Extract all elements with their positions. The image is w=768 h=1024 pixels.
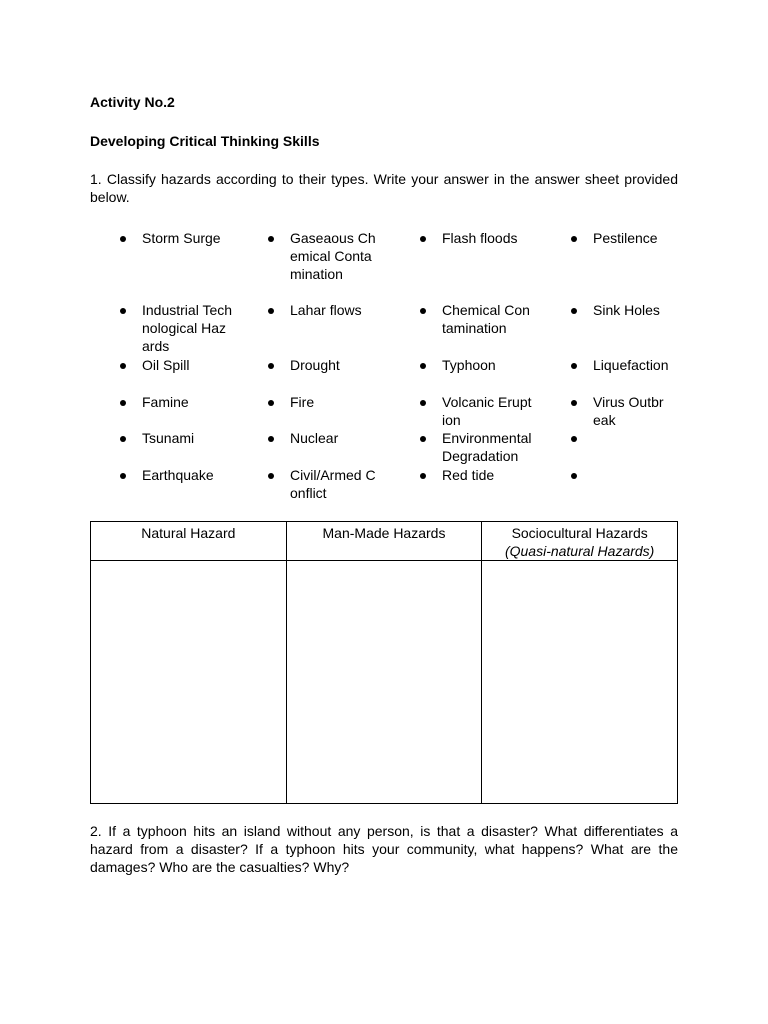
bullet-icon — [120, 236, 126, 242]
header-sociocultural-subtitle: (Quasi-natural Hazards) — [504, 543, 655, 559]
bullet-icon — [120, 363, 126, 369]
hazard-item: Pestilence — [593, 230, 658, 246]
hazard-item: Environmental Degradation — [442, 430, 532, 464]
bullet-icon — [571, 363, 577, 369]
header-sociocultural-label: Sociocultural Hazards — [511, 525, 648, 541]
hazard-item: Red tide — [442, 467, 495, 483]
answer-table-header-row — [91, 522, 678, 561]
hazard-item: Flash floods — [442, 230, 518, 246]
header-sociocultural-hazards — [482, 522, 678, 561]
answer-cell-sociocultural[interactable] — [482, 561, 678, 804]
bullet-icon — [120, 473, 126, 479]
hazard-item: Volcanic Eruption — [442, 394, 532, 428]
answer-table-body-row — [91, 561, 678, 804]
bullet-icon — [420, 436, 426, 442]
bullet-icon — [571, 436, 577, 442]
bullet-icon — [571, 308, 577, 314]
bullet-icon — [420, 400, 426, 406]
hazard-item: Storm Surge — [142, 230, 221, 246]
bullet-icon — [120, 400, 126, 406]
activity-title: Activity No.2 — [90, 94, 175, 110]
hazard-item: Civil/Armed Conflict — [290, 467, 376, 501]
answer-table — [90, 521, 678, 804]
bullet-icon — [268, 236, 274, 242]
section-title: Developing Critical Thinking Skills — [90, 133, 320, 149]
bullet-icon — [268, 363, 274, 369]
hazard-item: Famine — [142, 394, 189, 410]
hazard-item: Oil Spill — [142, 357, 190, 373]
bullet-icon — [420, 363, 426, 369]
hazard-item: Typhoon — [442, 357, 496, 373]
bullet-icon — [420, 308, 426, 314]
hazard-item: Drought — [290, 357, 340, 373]
bullet-icon — [268, 308, 274, 314]
hazard-item: Fire — [290, 394, 315, 410]
hazard-item: Earthquake — [142, 467, 214, 483]
question-1: 1. Classify hazards according to their types. Write your answer in the answer sheet provided below. — [90, 171, 678, 205]
question-2: 2. If a typhoon hits an island without any person, is that a disaster? What differentiates a hazard from a disaster? If a typhoon hits your community, what happens? What are the damages? Who are the casualties? Why? — [90, 823, 678, 875]
hazard-item: Nuclear — [290, 430, 339, 446]
hazard-item: Sink Holes — [593, 302, 660, 318]
bullet-icon — [571, 236, 577, 242]
bullet-icon — [120, 436, 126, 442]
hazard-item: Chemical Contamination — [442, 302, 530, 336]
header-man-made-hazards: Man-Made Hazards — [286, 522, 482, 561]
bullet-icon — [420, 473, 426, 479]
hazard-item: Virus Outbreak — [593, 394, 664, 428]
hazard-item: Lahar flows — [290, 302, 362, 318]
answer-cell-natural[interactable] — [91, 561, 287, 804]
bullet-icon — [268, 400, 274, 406]
bullet-icon — [571, 400, 577, 406]
hazard-item: Industrial Technological Hazards — [142, 302, 233, 354]
hazard-item: Gaseaous Chemical Contamination — [290, 230, 376, 282]
bullet-icon — [268, 473, 274, 479]
bullet-icon — [420, 236, 426, 242]
bullet-icon — [120, 308, 126, 314]
answer-cell-man-made[interactable] — [286, 561, 482, 804]
hazard-item: Liquefaction — [593, 357, 669, 373]
bullet-icon — [268, 436, 274, 442]
header-natural-hazard: Natural Hazard — [91, 522, 287, 561]
hazard-item: Tsunami — [142, 430, 195, 446]
bullet-icon — [571, 473, 577, 479]
